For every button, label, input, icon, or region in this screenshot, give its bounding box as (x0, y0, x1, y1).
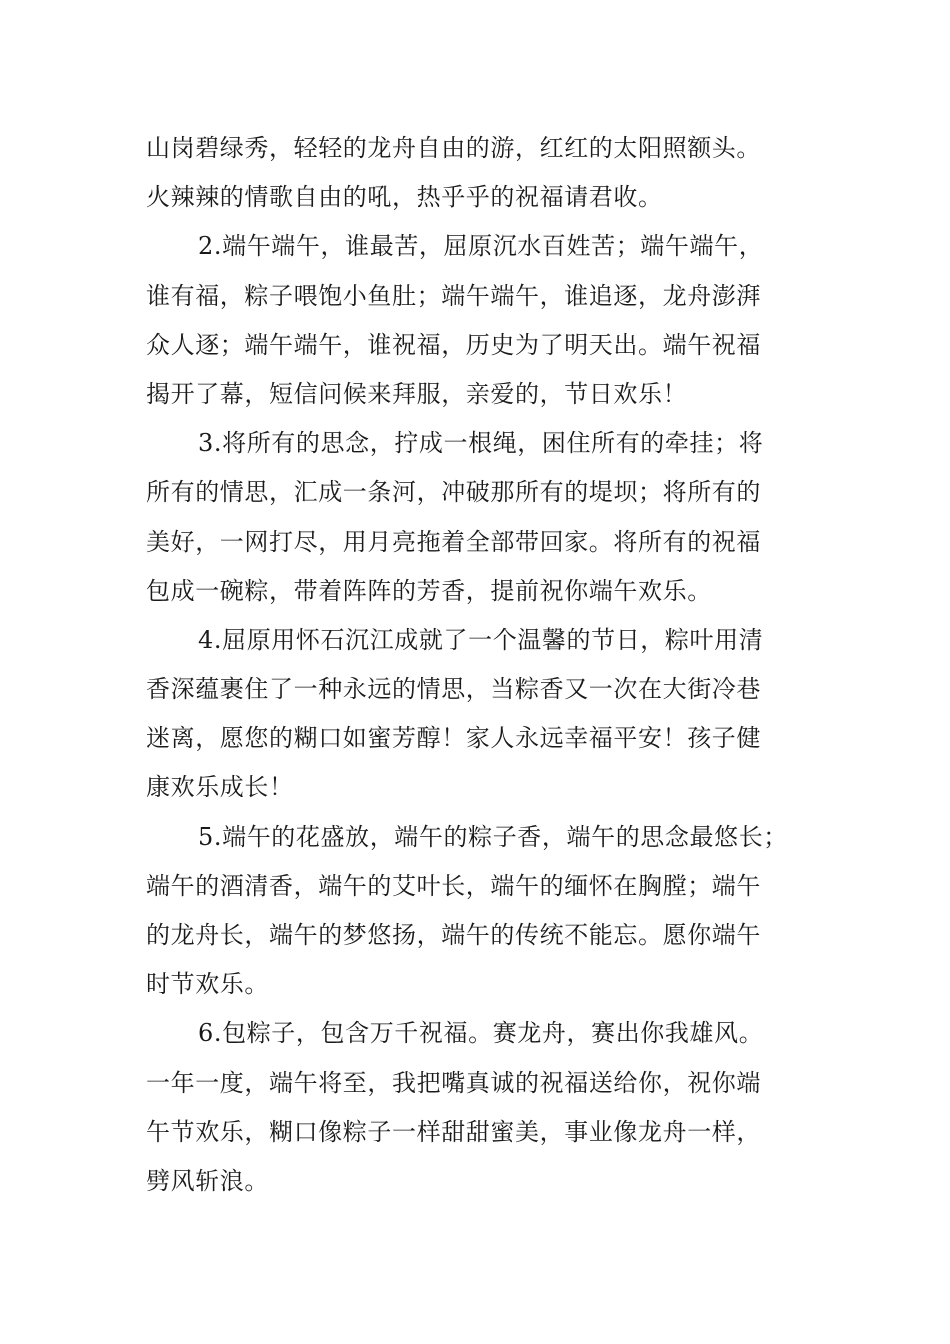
text-line: 2.端午端午，谁最苦，屈原沉水百姓苦；端午端午， (198, 232, 764, 261)
text-line: 5.端午的花盛放，端午的粽子香，端午的思念最悠长； (198, 822, 788, 851)
text-line: 时节欢乐。 (146, 970, 269, 999)
text-line: 迷离，愿您的糊口如蜜芳醇！家人永远幸福平安！孩子健 (146, 724, 761, 753)
document-body (146, 124, 846, 1206)
paragraph-continuation (146, 124, 846, 222)
text-line: 一年一度，端午将至，我把嘴真诚的祝福送给你，祝你端 (146, 1068, 761, 1097)
text-line: 谁有福，粽子喂饱小鱼肚；端午端午，谁追逐，龙舟澎湃 (146, 281, 761, 310)
paragraph-6 (146, 1009, 846, 1206)
text-line: 4.屈原用怀石沉江成就了一个温馨的节日，粽叶用清 (198, 625, 764, 654)
paragraph-2 (146, 222, 846, 419)
text-line: 包成一碗粽，带着阵阵的芳香，提前祝你端午欢乐。 (146, 576, 712, 605)
text-line: 火辣辣的情歌自由的吼，热乎乎的祝福请君收。 (146, 183, 663, 212)
text-line: 6.包粽子，包含万千祝福。赛龙舟，赛出你我雄风。 (198, 1019, 764, 1048)
text-line: 端午的酒清香，端午的艾叶长，端午的缅怀在胸膛；端午 (146, 871, 761, 900)
text-line: 所有的情思，汇成一条河，冲破那所有的堤坝；将所有的 (146, 478, 761, 507)
text-line: 众人逐；端午端午，谁祝福，历史为了明天出。端午祝福 (146, 330, 761, 359)
paragraph-4 (146, 616, 846, 813)
text-line: 康欢乐成长！ (146, 773, 294, 802)
paragraph-3 (146, 419, 846, 616)
paragraph-5 (146, 813, 846, 1010)
text-line: 的龙舟长，端午的梦悠扬，端午的传统不能忘。愿你端午 (146, 921, 761, 949)
text-line: 山岗碧绿秀，轻轻的龙舟自由的游，红红的太阳照额头。 (146, 134, 761, 162)
text-line: 3.将所有的思念，拧成一根绳，困住所有的牵挂；将 (198, 429, 764, 458)
text-line: 美好，一网打尽，用月亮拖着全部带回家。将所有的祝福 (146, 527, 761, 556)
text-line: 香深蕴裹住了一种永远的情思，当粽香又一次在大街冷巷 (146, 675, 761, 704)
text-line: 午节欢乐，糊口像粽子一样甜甜蜜美，事业像龙舟一样， (146, 1117, 761, 1146)
text-line: 劈风斩浪。 (146, 1166, 269, 1195)
text-line: 揭开了幕，短信问候来拜服，亲爱的，节日欢乐！ (146, 379, 688, 408)
